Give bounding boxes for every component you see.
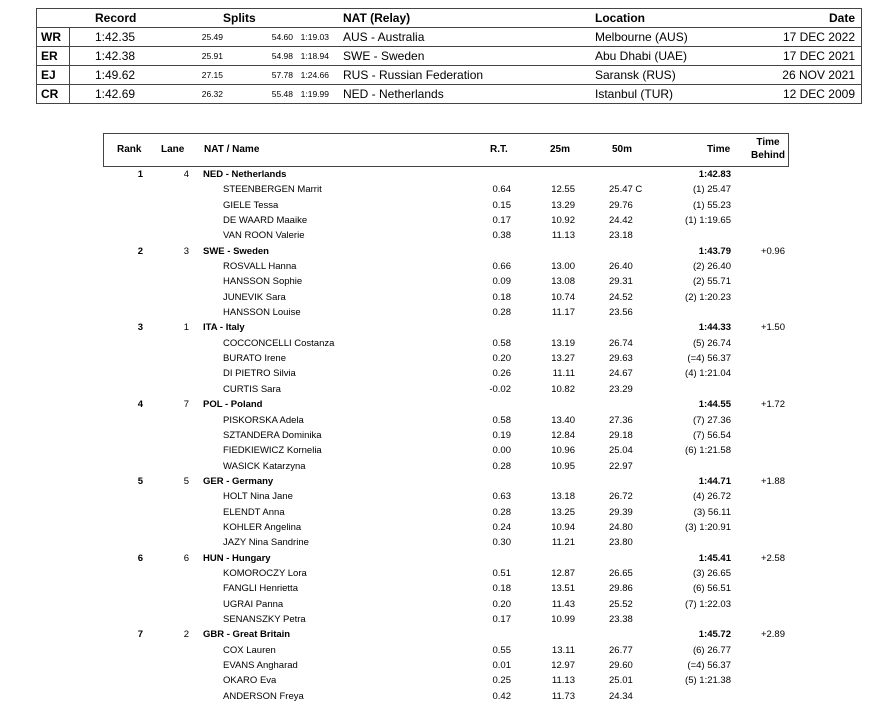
swimmer-row [103, 581, 789, 596]
swimmer-50m: 29.39 [609, 506, 633, 518]
swimmer-50m: 29.86 [609, 583, 633, 595]
swimmer-25m: 13.18 [551, 491, 575, 503]
team-lane: 4 [183, 169, 189, 180]
swimmer-row [103, 643, 789, 658]
swimmer-name: JAZY Nina Sandrine [223, 537, 309, 549]
swimmer-25m: 12.87 [551, 567, 575, 579]
swimmer-cumulative-split: (2) 55.71 [692, 276, 731, 288]
swimmer-cumulative-split: (7) 27.36 [692, 414, 731, 426]
records-table [36, 8, 862, 104]
swimmer-name: FANGLI Henrietta [223, 583, 298, 595]
swimmer-reaction-time: 0.20 [492, 598, 511, 610]
swimmer-row [103, 305, 789, 320]
swimmer-cumulative-split: (4) 1:21.04 [685, 368, 731, 380]
swimmer-25m: 11.11 [552, 368, 575, 380]
swimmer-cumulative-split: (4) 26.72 [692, 491, 731, 503]
swimmer-cumulative-split: (1) 55.23 [692, 199, 731, 211]
team-lane: 5 [183, 475, 189, 487]
team-rank: 7 [137, 629, 143, 641]
swimmer-name: KOMOROCZY Lora [223, 567, 307, 579]
swimmer-row [103, 566, 789, 581]
swimmer-reaction-time: 0.58 [492, 337, 511, 349]
team-time: 1:43.79 [698, 245, 731, 257]
team-name: SWE - Sweden [203, 245, 269, 257]
swimmer-name: CURTIS Sara [223, 383, 281, 395]
swimmer-50m: 26.72 [609, 491, 633, 503]
swimmer-25m: 13.00 [551, 261, 575, 273]
swimmer-reaction-time: 0.17 [492, 215, 511, 227]
record-nat: SWE - Sweden [343, 49, 425, 63]
swimmer-row [103, 535, 789, 550]
team-time-behind: +2.89 [760, 629, 785, 641]
record-row [37, 85, 861, 103]
record-code: ER [41, 49, 58, 63]
team-time: 1:44.55 [698, 399, 731, 411]
swimmer-name: COCCONCELLI Costanza [223, 337, 335, 349]
swimmer-cumulative-split: (2) 1:20.23 [685, 291, 731, 303]
swimmer-row [103, 274, 789, 289]
swimmer-25m: 12.84 [551, 429, 575, 441]
record-split-3: 1:19.99 [300, 89, 329, 99]
swimmer-25m: 13.27 [551, 353, 575, 365]
swimmer-name: UGRAI Panna [223, 598, 284, 610]
swimmer-reaction-time: 0.25 [492, 675, 511, 687]
swimmer-50m: 23.56 [609, 307, 633, 319]
swimmer-name: STEENBERGEN Marrit [223, 184, 322, 196]
swimmer-row [103, 612, 789, 627]
swimmer-50m: 24.67 [609, 368, 633, 380]
record-location: Saransk (RUS) [595, 68, 676, 82]
team-rank: 5 [137, 475, 143, 487]
swimmer-50m: 23.80 [609, 537, 633, 549]
swimmer-reaction-time: 0.01 [492, 660, 511, 671]
header-time-behind [744, 136, 792, 162]
swimmer-cumulative-split: (=4) 56.37 [687, 660, 731, 671]
record-nat: RUS - Russian Federation [343, 68, 484, 82]
swimmer-name: DI PIETRO Silvia [223, 368, 296, 380]
record-nat: AUS - Australia [343, 30, 425, 44]
header-name: NAT / Name [204, 144, 260, 155]
swimmer-row [103, 505, 789, 520]
swimmer-row [103, 382, 789, 397]
swimmer-25m: 13.08 [551, 276, 575, 288]
record-split-1: 25.91 [201, 51, 223, 61]
records-header-splits: Splits [223, 11, 256, 25]
record-time: 1:42.69 [95, 87, 136, 101]
swimmer-reaction-time: 0.00 [492, 445, 511, 457]
record-time: 1:49.62 [95, 68, 136, 82]
swimmer-25m: 10.96 [551, 445, 575, 457]
swimmer-50m: 26.77 [609, 644, 633, 656]
swimmer-25m: 10.94 [551, 521, 575, 533]
team-time-behind: +2.58 [760, 552, 785, 564]
results-body [103, 167, 789, 704]
swimmer-50m: 24.42 [609, 215, 633, 227]
team-time: 1:42.83 [698, 169, 731, 180]
record-time: 1:42.38 [95, 49, 136, 63]
swimmer-row [103, 213, 789, 228]
record-split-1: 27.15 [201, 70, 223, 80]
swimmer-reaction-time: 0.58 [492, 414, 511, 426]
swimmer-50m: 29.60 [609, 660, 633, 671]
record-date: 26 NOV 2021 [782, 68, 855, 82]
swimmer-25m: 11.13 [551, 230, 575, 242]
swimmer-25m: 11.43 [551, 598, 575, 610]
record-code: CR [41, 87, 59, 101]
team-row [103, 627, 789, 642]
swimmer-25m: 11.17 [551, 307, 575, 319]
swimmer-row [103, 198, 789, 213]
records-header-location: Location [595, 11, 645, 25]
header-behind-line2: Behind [751, 150, 785, 161]
swimmer-name: KOHLER Angelina [223, 521, 302, 533]
swimmer-name: JUNEVIK Sara [223, 291, 286, 303]
team-lane: 6 [183, 552, 189, 564]
swimmer-50m: 29.31 [609, 276, 633, 288]
record-date: 17 DEC 2022 [782, 30, 855, 44]
header-time: Time [707, 144, 731, 155]
swimmer-name: HOLT Nina Jane [223, 491, 293, 503]
swimmer-50m: 22.97 [609, 460, 633, 472]
swimmer-reaction-time: 0.28 [492, 506, 511, 518]
records-header [37, 9, 861, 28]
team-row [103, 474, 789, 489]
swimmer-reaction-time: 0.17 [492, 613, 511, 625]
swimmer-name: EVANS Angharad [223, 660, 298, 671]
swimmer-name: VAN ROON Valerie [223, 230, 305, 242]
record-split-1: 26.32 [201, 89, 223, 99]
swimmer-reaction-time: 0.38 [492, 230, 511, 242]
swimmer-row [103, 182, 789, 197]
swimmer-50m: 26.40 [609, 261, 633, 273]
team-name: HUN - Hungary [203, 552, 271, 564]
swimmer-name: GIELE Tessa [223, 199, 279, 211]
swimmer-50m: 23.29 [609, 383, 633, 395]
record-split-2: 54.60 [271, 32, 293, 42]
record-split-3: 1:24.66 [300, 70, 329, 80]
record-date: 12 DEC 2009 [782, 87, 855, 101]
record-split-2: 57.78 [271, 70, 293, 80]
record-code: WR [41, 30, 61, 44]
team-lane: 7 [183, 399, 189, 411]
header-50m: 50m [612, 144, 633, 155]
results-header [103, 133, 789, 167]
swimmer-25m: 12.97 [551, 660, 575, 671]
swimmer-reaction-time: 0.15 [492, 199, 511, 211]
swimmer-name: ANDERSON Freya [223, 690, 304, 702]
swimmer-reaction-time: 0.24 [492, 521, 511, 533]
swimmer-50m: 23.18 [609, 230, 633, 242]
header-behind-line1: Time [756, 137, 780, 148]
swimmer-25m: 12.55 [551, 184, 575, 196]
swimmer-50m: 24.52 [609, 291, 633, 303]
swimmer-cumulative-split: (3) 56.11 [693, 506, 731, 518]
swimmer-reaction-time: 0.55 [492, 644, 511, 656]
record-date: 17 DEC 2021 [782, 49, 855, 63]
records-header-record: Record [95, 11, 137, 25]
team-name: NED - Netherlands [203, 169, 287, 180]
team-rank: 2 [137, 245, 143, 257]
swimmer-reaction-time: 0.28 [492, 460, 511, 472]
results-table [103, 133, 789, 704]
swimmer-25m: 13.51 [551, 583, 575, 595]
swimmer-reaction-time: 0.09 [492, 276, 511, 288]
swimmer-cumulative-split: (3) 26.65 [692, 567, 731, 579]
record-code: EJ [41, 68, 56, 82]
swimmer-25m: 10.92 [551, 215, 575, 227]
team-time: 1:45.41 [698, 552, 731, 564]
header-rank: Rank [117, 144, 142, 155]
swimmer-name: SZTANDERA Dominika [223, 429, 322, 441]
swimmer-cumulative-split: (6) 26.77 [692, 644, 731, 656]
swimmer-50m: 26.65 [609, 567, 633, 579]
swimmer-25m: 13.40 [551, 414, 575, 426]
swimmer-50m: 25.01 [609, 675, 633, 687]
swimmer-row [103, 673, 789, 688]
swimmer-reaction-time: 0.28 [492, 307, 511, 319]
records-header-date: Date [828, 11, 855, 25]
swimmer-name: SENANSZKY Petra [223, 613, 306, 625]
team-rank: 1 [137, 169, 143, 180]
record-location: Melbourne (AUS) [595, 30, 688, 44]
swimmer-50m: 23.38 [609, 613, 633, 625]
record-split-1: 25.49 [201, 32, 223, 42]
team-rank: 4 [137, 399, 143, 411]
record-split-2: 55.48 [271, 89, 293, 99]
team-lane: 1 [183, 322, 189, 334]
swimmer-cumulative-split: (5) 1:21.38 [685, 675, 731, 687]
swimmer-row [103, 658, 789, 673]
swimmer-reaction-time: 0.42 [492, 690, 511, 702]
swimmer-25m: 13.11 [551, 644, 575, 656]
swimmer-50m: 26.74 [609, 337, 633, 349]
swimmer-row [103, 413, 789, 428]
swimmer-name: BURATO Irene [223, 353, 287, 365]
swimmer-50m: 24.80 [609, 521, 633, 533]
swimmer-row [103, 351, 789, 366]
swimmer-cumulative-split: (1) 25.47 [692, 184, 731, 196]
team-time: 1:44.33 [698, 322, 731, 334]
header-25m: 25m [550, 144, 571, 155]
swimmer-25m: 11.13 [551, 675, 575, 687]
swimmer-name: WASICK Katarzyna [223, 460, 306, 472]
swimmer-row [103, 489, 789, 504]
team-time-behind: +0.96 [760, 245, 785, 257]
team-time-behind: +1.72 [760, 399, 785, 411]
swimmer-reaction-time: 0.66 [492, 261, 511, 273]
swimmer-cumulative-split: (7) 1:22.03 [685, 598, 731, 610]
swimmer-cumulative-split: (3) 1:20.91 [685, 521, 731, 533]
team-name: GBR - Great Britain [203, 629, 291, 641]
swimmer-row [103, 336, 789, 351]
swimmer-reaction-time: 0.63 [492, 491, 511, 503]
swimmer-25m: 10.82 [551, 383, 575, 395]
team-lane: 3 [183, 245, 189, 257]
swimmer-name: ELENDT Anna [223, 506, 285, 518]
record-time: 1:42.35 [95, 30, 136, 44]
team-row [103, 551, 789, 566]
swimmer-row [103, 428, 789, 443]
swimmer-25m: 11.21 [551, 537, 575, 549]
swimmer-cumulative-split: (2) 26.40 [692, 261, 731, 273]
swimmer-25m: 10.74 [551, 291, 575, 303]
team-time: 1:44.71 [698, 475, 731, 487]
record-split-2: 54.98 [271, 51, 293, 61]
swimmer-reaction-time: 0.26 [492, 368, 511, 380]
record-nat: NED - Netherlands [343, 87, 444, 101]
swimmer-25m: 10.99 [551, 613, 575, 625]
swimmer-cumulative-split: (5) 26.74 [692, 337, 731, 349]
team-lane: 2 [183, 629, 189, 641]
swimmer-name: ROSVALL Hanna [223, 261, 297, 273]
swimmer-50m: 29.76 [609, 199, 633, 211]
swimmer-cumulative-split: (1) 1:19.65 [685, 215, 731, 227]
swimmer-name: FIEDKIEWICZ Kornelia [223, 445, 322, 457]
swimmer-reaction-time: 0.18 [492, 583, 511, 595]
swimmer-name: COX Lauren [223, 644, 276, 656]
swimmer-50m: 29.63 [609, 353, 633, 365]
record-row [37, 28, 861, 47]
header-rt: R.T. [490, 144, 508, 155]
team-row [103, 397, 789, 412]
record-row [37, 47, 861, 66]
record-location: Abu Dhabi (UAE) [595, 49, 688, 63]
team-time: 1:45.72 [698, 629, 731, 641]
team-name: POL - Poland [203, 399, 263, 411]
swimmer-25m: 13.25 [551, 506, 575, 518]
team-time-behind: +1.50 [760, 322, 785, 334]
swimmer-name: OKARO Eva [223, 675, 277, 687]
swimmer-50m: 27.36 [609, 414, 633, 426]
swimmer-50m: 25.52 [609, 598, 633, 610]
record-split-3: 1:19.03 [300, 32, 329, 42]
team-name: ITA - Italy [203, 322, 245, 334]
swimmer-50m: 24.34 [609, 690, 633, 702]
swimmer-reaction-time: 0.19 [492, 429, 511, 441]
swimmer-row [103, 290, 789, 305]
record-location: Istanbul (TUR) [595, 87, 674, 101]
swimmer-row [103, 259, 789, 274]
swimmer-row [103, 228, 789, 243]
records-header-nat: NAT (Relay) [343, 11, 411, 25]
swimmer-25m: 10.95 [551, 460, 575, 472]
swimmer-name: PISKORSKA Adela [223, 414, 304, 426]
record-split-3: 1:18.94 [300, 51, 329, 61]
swimmer-cumulative-split: (6) 56.51 [692, 583, 731, 595]
team-time-behind: +1.88 [760, 475, 785, 487]
team-name: GER - Germany [203, 475, 274, 487]
swimmer-name: HANSSON Sophie [223, 276, 303, 288]
swimmer-row [103, 366, 789, 381]
swimmer-row [103, 443, 789, 458]
swimmer-25m: 13.29 [551, 199, 575, 211]
team-row [103, 167, 789, 182]
swimmer-cumulative-split: (=4) 56.37 [687, 353, 731, 365]
swimmer-cumulative-split: (7) 56.54 [692, 429, 731, 441]
swimmer-reaction-time: 0.30 [492, 537, 511, 549]
swimmer-50m: 25.47 C [609, 184, 643, 196]
swimmer-reaction-time: 0.20 [492, 353, 511, 365]
swimmer-reaction-time: 0.18 [492, 291, 511, 303]
swimmer-reaction-time: 0.51 [492, 567, 511, 579]
swimmer-50m: 25.04 [609, 445, 633, 457]
team-rank: 6 [137, 552, 143, 564]
team-row [103, 320, 789, 335]
swimmer-50m: 29.18 [609, 429, 633, 441]
team-rank: 3 [137, 322, 143, 334]
swimmer-cumulative-split: (6) 1:21.58 [685, 445, 731, 457]
swimmer-reaction-time: 0.64 [492, 184, 511, 196]
team-row [103, 244, 789, 259]
swimmer-row [103, 520, 789, 535]
swimmer-name: HANSSON Louise [223, 307, 301, 319]
header-lane: Lane [161, 144, 185, 155]
swimmer-25m: 13.19 [551, 337, 575, 349]
swimmer-row [103, 597, 789, 612]
record-row [37, 66, 861, 85]
swimmer-row [103, 459, 789, 474]
swimmer-name: DE WAARD Maaike [223, 215, 308, 227]
swimmer-25m: 11.73 [551, 690, 575, 702]
swimmer-reaction-time: -0.02 [489, 383, 511, 395]
